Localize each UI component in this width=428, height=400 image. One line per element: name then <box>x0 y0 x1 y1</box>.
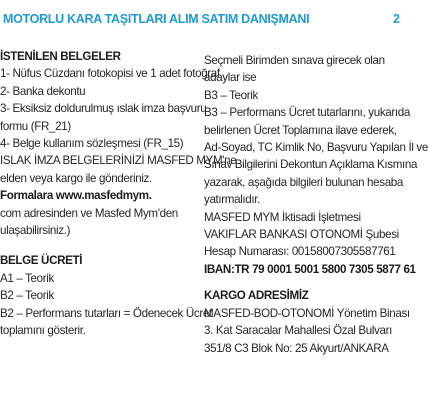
info-line: adaylar ise <box>204 71 257 85</box>
document-line: com adresinden ve Masfed Mym'den <box>0 206 178 220</box>
document-line: elden veya kargo ile gönderiniz. <box>0 171 152 185</box>
info-line: yazarak, aşağıda bilgileri bulunan hesaba <box>204 175 403 189</box>
required-documents-heading: İSTENİLEN BELGELER <box>0 50 121 63</box>
iban-line: IBAN:TR 79 0001 5001 5800 7305 5877 61 <box>204 262 416 276</box>
document-line: ulaşabilirsiniz.) <box>0 224 71 238</box>
info-line: B3 – Teorik <box>204 88 258 102</box>
fee-line: A1 – Teorik <box>0 271 54 285</box>
bank-line: Hesap Numarası: 00158007305587761 <box>204 245 396 259</box>
cargo-address-line: 3. Kat Saracalar Mahallesi Özal Bulvarı <box>204 324 393 338</box>
page-number: 2 <box>393 12 400 26</box>
bank-line: MASFED MYM İktisadi İşletmesi <box>204 210 361 224</box>
bank-line: VAKIFLAR BANKASI OTONOMİ Şubesi <box>204 228 399 242</box>
document-line: Formalara www.masfedmym. <box>0 189 152 203</box>
cargo-address-heading: KARGO ADRESİMİZ <box>204 289 309 303</box>
cargo-address-line: 351/8 C3 Blok No: 25 Akyurt/ANKARA <box>204 341 389 355</box>
fee-line: toplamını gösterir. <box>0 324 86 338</box>
page-header <box>0 12 400 34</box>
right-column <box>204 52 428 357</box>
cargo-address-line: MASFED-BOD-OTONOMİ Yönetim Binası <box>204 306 410 320</box>
info-line: B3 – Performans Ücret tutarlarını, yukarıda <box>204 106 410 120</box>
document-line: 3- Eksiksiz doldurulmuş ıslak imza başvuru <box>0 102 207 116</box>
header-title: MOTORLU KARA TAŞITLARI ALIM SATIM DANIŞMANI <box>3 12 310 26</box>
document-line: 4- Belge kullanım sözleşmesi (FR_15) <box>0 137 184 151</box>
fee-heading: BELGE ÜCRETİ <box>0 254 83 268</box>
document-line: 2- Banka dekontu <box>0 84 86 98</box>
info-line: yatırmalıdır. <box>204 193 261 207</box>
info-line: Ad-Soyad, TC Kimlik No, Başvuru Yapılan İl ve <box>204 141 428 155</box>
document-line: formu (FR_21) <box>0 119 71 133</box>
info-line: Sınav Bilgilerini Dekontun Açıklama Kısmına <box>204 158 418 172</box>
info-line: belirlenen Ücret Toplamına ilave ederek, <box>204 123 397 137</box>
document-line: ISLAK İMZA BELGELERİNİZİ MASFED MYM'ne <box>0 154 237 168</box>
info-line: Seçmeli Birimden sınava girecek olan <box>204 54 385 67</box>
document-line: 1- Nüfus Cüzdanı fotokopisi ve 1 adet fotoğraf <box>0 67 220 81</box>
fee-line: B2 – Teorik <box>0 289 54 303</box>
fee-line: B2 – Performans tutarları = Ödenecek Ücret <box>0 306 212 320</box>
